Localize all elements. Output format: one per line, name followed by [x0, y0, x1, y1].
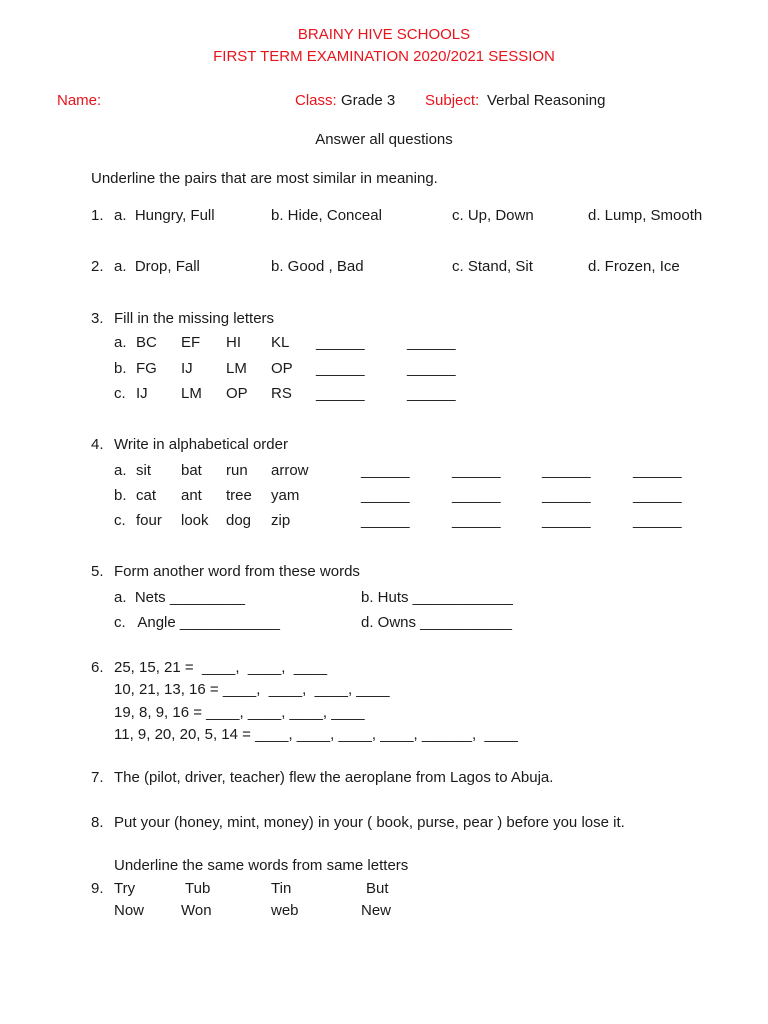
q4-row-c-blank: ______: [452, 512, 501, 529]
q4-row-c-blank: ______: [633, 512, 682, 529]
class-label: Class:: [295, 92, 337, 109]
q4-title: Write in alphabetical order: [114, 436, 288, 453]
q4-row-a-word: arrow: [271, 462, 309, 479]
q2-option-a: a. Drop, Fall: [114, 258, 200, 275]
subject-label: Subject:: [425, 92, 480, 109]
q6-line: 25, 15, 21 = ____, ____, ____: [114, 659, 328, 676]
q1-option-c: c. Up, Down: [452, 207, 534, 224]
q7-number: 7.: [91, 769, 104, 786]
q4-row-c-word: zip: [271, 512, 291, 529]
q2-number: 2.: [91, 258, 104, 275]
q5-title: Form another word from these words: [114, 563, 360, 580]
q9-word: Try: [114, 880, 136, 897]
q1-option-b: b. Hide, Conceal: [271, 207, 382, 224]
q6-line: 19, 8, 9, 16 = ____, ____, ____, ____: [114, 704, 365, 721]
q3-row-a-cell: HI: [226, 334, 241, 351]
q1-option-a: a. Hungry, Full: [114, 207, 215, 224]
q8-text: Put your (honey, mint, money) in your ( book, purse, pear ) before you lose it.: [114, 814, 625, 831]
q3-row-c-cell: RS: [271, 385, 292, 402]
q4-row-b-blank: ______: [542, 487, 591, 504]
q7-text: The (pilot, driver, teacher) flew the aeroplane from Lagos to Abuja.: [114, 769, 554, 786]
q4-row-c-word: look: [181, 512, 209, 529]
q9-word: Won: [181, 902, 212, 919]
q3-row-c-blank: ______: [407, 385, 456, 402]
q9-number: 9.: [91, 880, 104, 897]
q2-option-b: b. Good , Bad: [271, 258, 364, 275]
q4-row-b-word: yam: [271, 487, 300, 504]
q4-row-a-label: a.: [114, 462, 127, 479]
school-name: BRAINY HIVE SCHOOLS: [297, 26, 471, 43]
q6-number: 6.: [91, 659, 104, 676]
q6-line: 10, 21, 13, 16 = ____, ____, ____, ____: [114, 681, 390, 698]
q4-row-a-word: run: [226, 462, 248, 479]
q3-row-b-cell: OP: [271, 360, 293, 377]
q3-row-b-label: b.: [114, 360, 127, 377]
general-instruction: Answer all questions: [315, 131, 453, 148]
q4-row-b-blank: ______: [452, 487, 501, 504]
q4-row-b-blank: ______: [361, 487, 410, 504]
name-label: Name:: [57, 92, 102, 109]
q3-title: Fill in the missing letters: [114, 310, 275, 327]
q2-option-d: d. Frozen, Ice: [588, 258, 680, 275]
q3-row-a-label: a.: [114, 334, 127, 351]
q3-row-b-cell: LM: [226, 360, 247, 377]
exam-title: FIRST TERM EXAMINATION 2020/2021 SESSION: [213, 48, 555, 65]
q4-row-a-blank: ______: [452, 462, 501, 479]
subject-value: Verbal Reasoning: [487, 92, 606, 109]
q3-row-c-cell: OP: [226, 385, 248, 402]
q9-word: Tin: [271, 880, 292, 897]
q4-row-b-blank: ______: [633, 487, 682, 504]
q3-row-c-cell: IJ: [136, 385, 148, 402]
q4-row-a-blank: ______: [633, 462, 682, 479]
q4-row-c-word: four: [136, 512, 162, 529]
q4-row-b-word: tree: [226, 487, 252, 504]
q9-word: But: [366, 880, 389, 897]
q6-line: 11, 9, 20, 20, 5, 14 = ____, ____, ____, ____, ______, ____: [114, 726, 518, 743]
q9-instruction: Underline the same words from same letters: [114, 857, 409, 874]
q9-word: web: [271, 902, 299, 919]
q3-row-a-blank: ______: [316, 334, 365, 351]
q4-row-b-label: b.: [114, 487, 127, 504]
q9-word: New: [361, 902, 392, 919]
q8-number: 8.: [91, 814, 104, 831]
q4-row-a-word: sit: [136, 462, 151, 479]
q4-row-b-word: ant: [181, 487, 202, 504]
q5-item-b: b. Huts ____________: [361, 589, 513, 606]
q4-number: 4.: [91, 436, 104, 453]
q5-item-c: c. Angle ____________: [114, 614, 280, 631]
q5-number: 5.: [91, 563, 104, 580]
q9-word: Tub: [185, 880, 211, 897]
q3-row-c-label: c.: [114, 385, 126, 402]
q1-number: 1.: [91, 207, 104, 224]
q5-item-d: d. Owns ___________: [361, 614, 512, 631]
section1-instruction: Underline the pairs that are most similar in meaning.: [91, 170, 438, 187]
q3-row-c-cell: LM: [181, 385, 202, 402]
q9-word: Now: [114, 902, 145, 919]
q1-option-d: d. Lump, Smooth: [588, 207, 703, 224]
q4-row-a-word: bat: [181, 462, 202, 479]
q3-row-a-blank: ______: [407, 334, 456, 351]
q4-row-a-blank: ______: [361, 462, 410, 479]
class-value: Grade 3: [341, 92, 396, 109]
q3-row-b-blank: ______: [407, 360, 456, 377]
q3-row-b-cell: FG: [136, 360, 157, 377]
q3-row-b-blank: ______: [316, 360, 365, 377]
q4-row-b-word: cat: [136, 487, 157, 504]
q3-row-a-cell: EF: [181, 334, 201, 351]
q3-row-a-cell: KL: [271, 334, 290, 351]
q4-row-c-word: dog: [226, 512, 252, 529]
q4-row-c-blank: ______: [542, 512, 591, 529]
q3-number: 3.: [91, 310, 104, 327]
q5-item-a: a. Nets _________: [114, 589, 245, 606]
q3-row-a-cell: BC: [136, 334, 157, 351]
q2-option-c: c. Stand, Sit: [452, 258, 533, 275]
q4-row-c-blank: ______: [361, 512, 410, 529]
q3-row-c-blank: ______: [316, 385, 365, 402]
q4-row-a-blank: ______: [542, 462, 591, 479]
q3-row-b-cell: IJ: [181, 360, 193, 377]
q4-row-c-label: c.: [114, 512, 126, 529]
